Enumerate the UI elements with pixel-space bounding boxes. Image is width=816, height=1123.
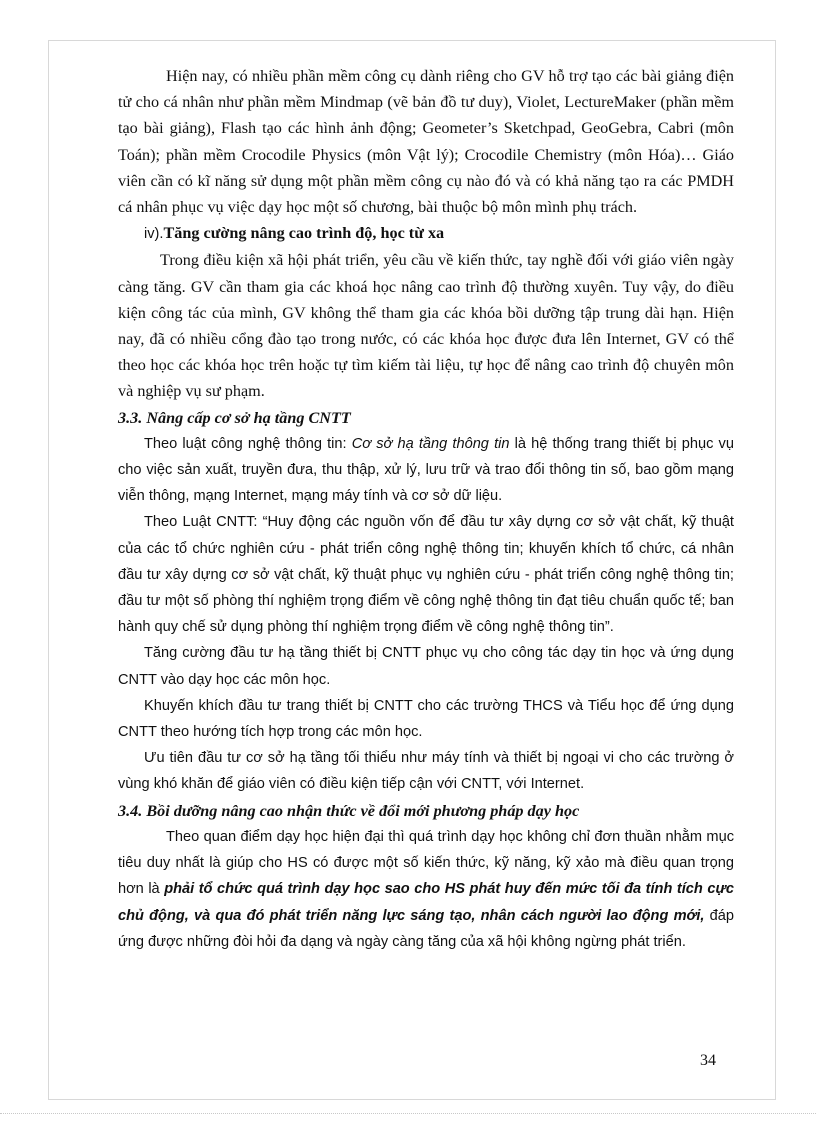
- subheading-iv-label: iv).: [144, 226, 164, 243]
- page-number: 34: [700, 1052, 716, 1069]
- paragraph-it-law-definition: [118, 431, 734, 510]
- paragraph-encourage: Khuyến khích đầu tư trang thiết bị CNTT cho các trường THCS và Tiểu học để ứng dụng CNTT theo hướng tích hợp trong các môn học.: [118, 697, 734, 741]
- paragraph-priority: Ưu tiên đầu tư cơ sở hạ tầng tối thiểu như máy tính và thiết bị ngoại vi cho các trường ở vùng khó khăn để giáo viên có điều kiện tiếp cận với CNTT, với Internet.: [118, 750, 734, 793]
- page-content: [118, 63, 734, 955]
- subheading-iv: [118, 220, 734, 247]
- heading-3-4: 3.4. Bồi dưỡng nâng cao nhận thức về đổi mới phương pháp dạy học: [118, 801, 580, 820]
- term-infrastructure: Cơ sở hạ tầng thông tin: [351, 435, 510, 452]
- paragraph-it-law-definition-a: Theo luật công nghệ thông tin:: [144, 435, 352, 452]
- paragraph-modern-teaching-b: đáp ứng được những đòi hỏi đa dạng và ngày càng tăng của xã hội không ngừng phát triển.: [118, 907, 734, 950]
- paragraph-modern-teaching-a: Theo quan điểm dạy học hiện đại thì quá trình dạy học không chỉ đơn thuần nhằm mục tiêu duy nhất là giúp cho HS có được một số kiến thức, kỹ năng, kỹ xảo mà điều quan trọng hơn là: [118, 828, 734, 898]
- paragraph-software-tools: Hiện nay, có nhiều phần mềm công cụ dành riêng cho GV hỗ trợ tạo các bài giảng điện tử cho cá nhân như phần mềm Mindmap (vẽ bản đồ tư duy), Violet, LectureMaker (phần mềm tạo bài giảng), Flash tạo các hình ảnh động; Geometer’s Sketchpad, GeoGebra, Cabri (môn Toán); phần mềm Crocodile Physics (môn Vật lý); Crocodile Chemistry (môn Hóa)… Giáo viên cần có kĩ năng sử dụng một phần mềm công cụ nào đó và có khả năng tạo ra các PMDH cá nhân phục vụ việc dạy học một số chương, bài thuộc bộ môn mình phụ trách.: [118, 67, 734, 217]
- subheading-iv-text: Tăng cường nâng cao trình độ, học từ xa: [163, 224, 445, 243]
- paragraph-investment: Tăng cường đầu tư hạ tầng thiết bị CNTT phục vụ cho công tác dạy tin học và ứng dụng CNTT vào dạy học các môn học.: [118, 645, 734, 688]
- paragraph-it-law-quote: Theo Luật CNTT: “Huy động các nguồn vốn để đầu tư xây dựng cơ sở vật chất, kỹ thuật của các tổ chức nghiên cứu - phát triển công nghệ thông tin; khuyến khích tổ chức, cá nhân đầu tư xây dựng cơ sở vật chất, kỹ thuật phục vụ nghiên cứu - phát triển công nghệ thông tin; đầu tư một số phòng thí nghiệm trọng điểm về công nghệ thông tin đạt tiêu chuẩn quốc tế; ban hành quy chế sử dụng phòng thí nghiệm trọng điểm về công nghệ thông tin”.: [118, 514, 734, 636]
- page-bottom-divider: [0, 1113, 816, 1114]
- paragraph-distance-learning: Trong điều kiện xã hội phát triển, yêu cầu về kiến thức, tay nghề đối với giáo viên ngày càng tăng. GV cần tham gia các khoá học nâng cao trình độ thường xuyên. Tuy vậy, do điều kiện công tác của mình, GV không thể tham gia các khóa bồi dưỡng tập trung dài hạn. Hiện nay, đã có nhiều cổng đào tạo trong nước, có các khóa học được đưa lên Internet, GV có thể theo học các khóa học trên hoặc tự tìm kiếm tài liệu, tự học để nâng cao trình độ chuyên môn và nghiệp vụ sư phạm.: [118, 251, 734, 401]
- paragraph-it-law-definition-b: là hệ thống trang thiết bị phục vụ cho việc sản xuất, truyền đưa, thu thập, xử lý, lưu trữ và trao đổi thông tin số, bao gồm mạng viễn thông, mạng Internet, mạng máy tính và cơ sở dữ liệu.: [118, 435, 734, 505]
- emphasis-text: phải tổ chức quá trình dạy học sao cho HS phát huy đến mức tối đa tính tích cực chủ động, và qua đó phát triển năng lực sáng tạo, nhân cách người lao động mới,: [118, 881, 734, 924]
- paragraph-modern-teaching: [118, 824, 734, 955]
- heading-3-3: 3.3. Nâng cấp cơ sở hạ tầng CNTT: [118, 408, 351, 427]
